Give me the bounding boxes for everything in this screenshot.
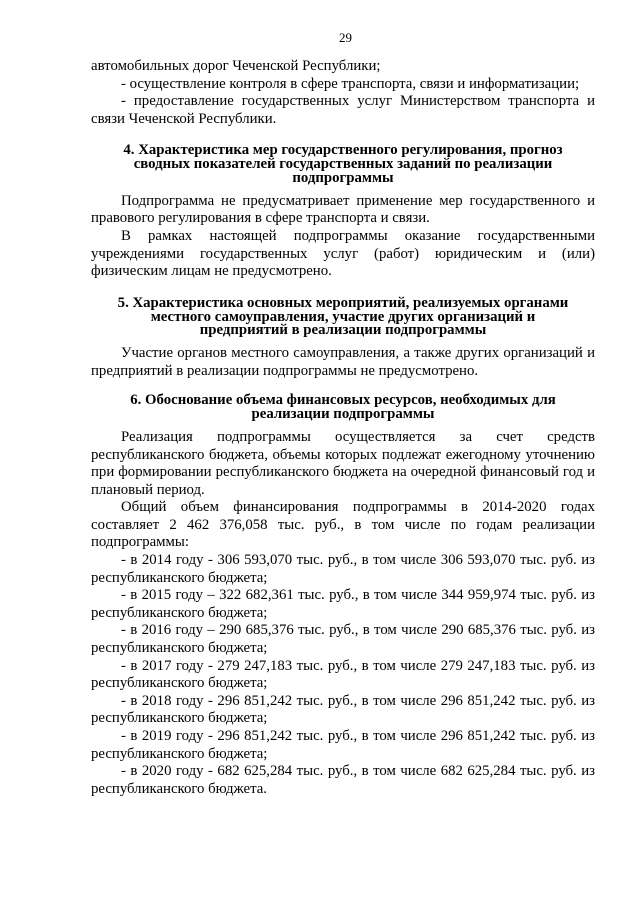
section-5-heading: 5. Характеристика основных мероприятий, реализуемых органами местного самоуправления, участие других организаций и предприятий в реализации подпрограммы xyxy=(117,294,569,339)
funding-year-item: - в 2016 году – 290 685,376 тыс. руб., в том числе 290 685,376 тыс. руб. из республиканского бюджета; xyxy=(91,622,595,657)
funding-year-item: - в 2018 году - 296 851,242 тыс. руб., в том числе 296 851,242 тыс. руб. из республиканского бюджета; xyxy=(91,692,595,727)
funding-year-item: - в 2020 году - 682 625,284 тыс. руб., в том числе 682 625,284 тыс. руб. из республиканского бюджета. xyxy=(91,763,595,797)
section-6-paragraph: Реализация подпрограммы осуществляется за счет средств республиканского бюджета, объемы которых подлежат ежегодному уточнению при формировании республиканского бюджета на очередной финансовый год и плановый период. xyxy=(91,428,595,498)
section-4-paragraph: Подпрограмма не предусматривает применение мер государственного и правового регулирования в сфере транспорта и связи. xyxy=(91,192,595,227)
funding-by-year-list xyxy=(91,552,595,798)
intro-list-item: - осуществление контроля в сфере транспорта, связи и информатизации; xyxy=(121,75,580,92)
intro-list-item: - предоставление государственных услуг Министерством транспорта и связи Чеченской Республики. xyxy=(91,93,595,127)
funding-year-item: - в 2015 году – 322 682,361 тыс. руб., в том числе 344 959,974 тыс. руб. из республиканского бюджета; xyxy=(91,587,595,621)
intro-block xyxy=(91,58,595,128)
intro-line: автомобильных дорог Чеченской Республики; xyxy=(91,58,381,74)
page-number: 29 xyxy=(339,30,352,45)
funding-year-item: - в 2017 году - 279 247,183 тыс. руб., в том числе 279 247,183 тыс. руб. из республиканского бюджета; xyxy=(91,657,595,692)
section-6-heading-wrap xyxy=(91,394,595,422)
section-5-paragraph: Участие органов местного самоуправления, а также других организаций и предприятий в реализации подпрограммы не предусмотрено. xyxy=(91,345,595,379)
section-6-paragraph: Общий объем финансирования подпрограммы в 2014-2020 годах составляет 2 462 376,058 тыс. руб., в том числе по годам реализации подпрограммы: xyxy=(91,499,595,551)
section-5-heading-wrap xyxy=(91,294,595,339)
funding-year-item: - в 2019 году - 296 851,242 тыс. руб., в том числе 296 851,242 тыс. руб. из республиканского бюджета; xyxy=(91,728,595,762)
section-4-heading-wrap xyxy=(91,144,595,185)
section-4-paragraph: В рамках настоящей подпрограммы оказание государственными учреждениями государственных услуг (работ) юридическим и (или) физическим лицам не предусмотрено. xyxy=(91,227,595,280)
section-6-heading: 6. Обоснование объема финансовых ресурсов, необходимых для реализации подпрограммы xyxy=(130,392,556,423)
section-4-heading: 4. Характеристика мер государственного регулирования, прогноз сводных показателей государственных заданий по реализации подпрограммы xyxy=(123,142,563,186)
funding-year-item: - в 2014 году - 306 593,070 тыс. руб., в том числе 306 593,070 тыс. руб. из республиканского бюджета; xyxy=(91,552,595,586)
